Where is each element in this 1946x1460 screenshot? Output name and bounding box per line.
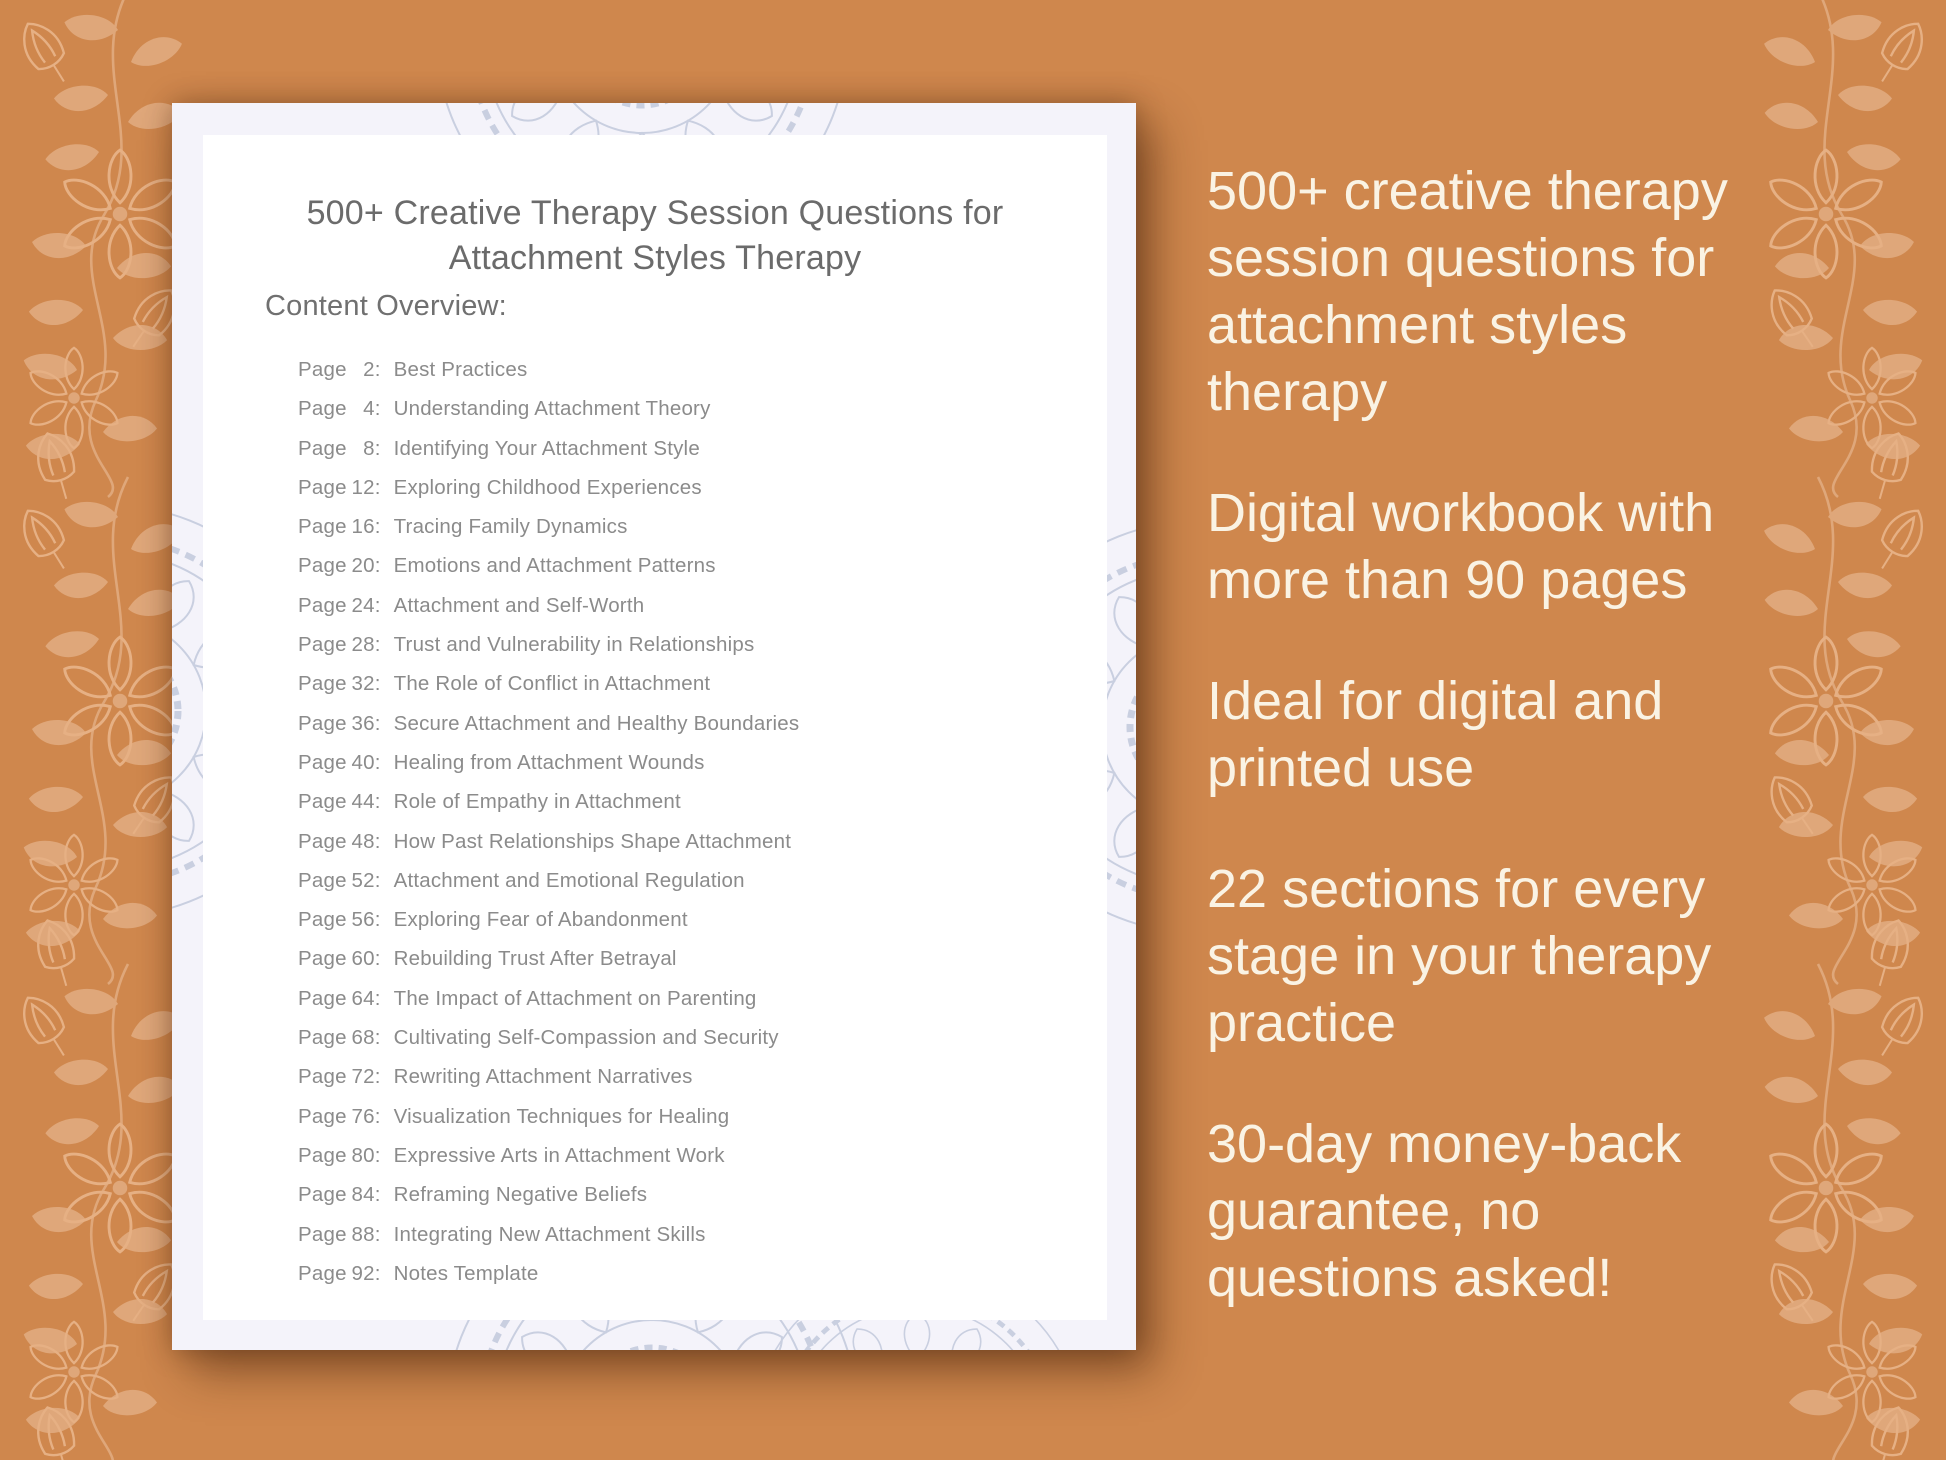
toc-page-number: 76 [351, 1104, 375, 1128]
document-title-line: 500+ Creative Therapy Session Questions for [306, 194, 1004, 232]
toc-entry [298, 1097, 1077, 1136]
toc-colon: : [374, 908, 381, 932]
toc-entry [298, 1254, 1077, 1293]
toc-section-title: Emotions and Attachment Patterns [393, 554, 716, 578]
toc-page-number: 60 [351, 947, 375, 971]
toc-section-title: Tracing Family Dynamics [393, 515, 628, 539]
toc-page-word: Page [298, 1104, 347, 1128]
toc-page-number: 36 [351, 711, 375, 735]
toc-entry [298, 1057, 1077, 1096]
toc-colon: : [374, 475, 381, 499]
toc-page-word: Page [298, 358, 347, 381]
toc-colon: : [374, 593, 381, 617]
toc-colon: : [374, 554, 381, 578]
toc-page-word: Page [298, 711, 347, 735]
toc-colon: : [374, 633, 381, 657]
document-title-line: Attachment Styles Therapy [448, 239, 862, 277]
toc-page-word: Page [298, 554, 347, 578]
toc-entry [298, 429, 1077, 468]
toc-colon: : [374, 436, 381, 460]
toc-colon: : [374, 358, 381, 381]
benefit-text: Ideal for digital and printed use [1207, 671, 1664, 798]
toc-entry [298, 743, 1077, 782]
toc-colon: : [374, 986, 381, 1010]
toc-section-title: Healing from Attachment Wounds [393, 750, 705, 774]
toc-section-title: Secure Attachment and Healthy Boundaries [393, 711, 800, 735]
toc-section-title: Understanding Attachment Theory [393, 397, 711, 421]
toc-page-word: Page [298, 672, 347, 696]
toc-colon: : [374, 947, 381, 971]
toc-entry [298, 389, 1077, 428]
toc-entry [298, 1136, 1077, 1175]
toc-page-number: 16 [351, 515, 375, 539]
toc-entry [298, 1175, 1077, 1214]
toc-section-title: Trust and Vulnerability in Relationships [393, 633, 755, 657]
toc-entry [298, 900, 1077, 939]
toc-page-word: Page [298, 750, 347, 774]
toc-page-number: 80 [351, 1143, 375, 1167]
toc-page-number: 24 [351, 593, 375, 617]
table-of-contents [298, 350, 1077, 1293]
toc-section-title: Visualization Techniques for Healing [393, 1104, 730, 1128]
toc-page-number: 52 [351, 868, 375, 892]
toc-colon: : [374, 1104, 381, 1128]
benefit-text: Digital workbook with more than 90 pages [1207, 483, 1715, 610]
toc-page-number: 84 [351, 1183, 375, 1207]
toc-page-number: 44 [351, 790, 375, 814]
toc-section-title: Role of Empathy in Attachment [393, 790, 681, 814]
toc-page-number: 56 [351, 908, 375, 932]
toc-page-word: Page [298, 1026, 347, 1050]
workbook-cover-card [172, 103, 1136, 1350]
toc-colon: : [374, 1183, 381, 1207]
toc-entry [298, 1018, 1077, 1057]
toc-page-number: 40 [351, 750, 375, 774]
toc-page-word: Page [298, 1065, 347, 1089]
toc-page-word: Page [298, 475, 347, 499]
toc-page-number: 28 [351, 633, 375, 657]
toc-page-word: Page [298, 515, 347, 539]
toc-page-word: Page [298, 397, 347, 421]
toc-page-number: 72 [351, 1065, 375, 1089]
benefit-text: 30-day money-back guarantee, no questions asked! [1207, 1114, 1682, 1308]
toc-page-word: Page [298, 1261, 347, 1285]
toc-page-word: Page [298, 436, 347, 460]
toc-colon: : [374, 711, 381, 735]
toc-colon: : [374, 1026, 381, 1050]
toc-entry [298, 861, 1077, 900]
toc-section-title: Rewriting Attachment Narratives [393, 1065, 693, 1089]
toc-page-number: 20 [351, 554, 375, 578]
toc-colon: : [374, 790, 381, 814]
toc-section-title: Integrating New Attachment Skills [393, 1222, 706, 1246]
toc-section-title: Attachment and Self-Worth [393, 593, 645, 617]
benefit-text: 22 sections for every stage in your therapy practice [1207, 859, 1712, 1053]
toc-section-title: Attachment and Emotional Regulation [393, 868, 745, 892]
toc-section-title: How Past Relationships Shape Attachment [393, 829, 792, 853]
toc-page-number: 8 [363, 436, 375, 460]
toc-entry [298, 507, 1077, 546]
toc-section-title: The Impact of Attachment on Parenting [393, 986, 757, 1010]
benefit-list [1207, 158, 1763, 1366]
toc-entry [298, 782, 1077, 821]
toc-page-word: Page [298, 947, 347, 971]
toc-page-number: 48 [351, 829, 375, 853]
toc-section-title: Expressive Arts in Attachment Work [393, 1143, 725, 1167]
toc-page-number: 92 [351, 1261, 375, 1285]
toc-page-number: 88 [351, 1222, 375, 1246]
toc-page-number: 64 [351, 986, 375, 1010]
toc-entry [298, 822, 1077, 861]
toc-page-number: 4 [363, 397, 375, 421]
document-page [203, 135, 1107, 1320]
toc-entry [298, 704, 1077, 743]
toc-page-word: Page [298, 593, 347, 617]
toc-colon: : [374, 829, 381, 853]
toc-section-title: Best Practices [393, 358, 528, 381]
toc-entry [298, 625, 1077, 664]
toc-entry [298, 939, 1077, 978]
toc-section-title: Notes Template [393, 1261, 539, 1285]
toc-entry [298, 664, 1077, 703]
toc-colon: : [374, 672, 381, 696]
toc-page-number: 68 [351, 1026, 375, 1050]
toc-colon: : [374, 1222, 381, 1246]
toc-section-title: Cultivating Self-Compassion and Security [393, 1026, 779, 1050]
toc-entry [298, 586, 1077, 625]
toc-page-word: Page [298, 1183, 347, 1207]
toc-entry [298, 1215, 1077, 1254]
toc-entry [298, 350, 1077, 389]
toc-page-number: 32 [351, 672, 375, 696]
toc-section-title: Exploring Fear of Abandonment [393, 908, 688, 932]
toc-colon: : [374, 868, 381, 892]
toc-section-title: Exploring Childhood Experiences [393, 475, 702, 499]
toc-page-word: Page [298, 908, 347, 932]
toc-page-word: Page [298, 790, 347, 814]
toc-colon: : [374, 1261, 381, 1285]
toc-page-word: Page [298, 829, 347, 853]
floral-vine-left-decoration [0, 0, 190, 1460]
toc-entry [298, 468, 1077, 507]
toc-colon: : [374, 1065, 381, 1089]
benefit-text: 500+ creative therapy session questions for attachment styles therapy [1207, 161, 1728, 422]
toc-page-word: Page [298, 1222, 347, 1246]
toc-section-title: Identifying Your Attachment Style [393, 436, 700, 460]
toc-page-word: Page [298, 986, 347, 1010]
toc-section-title: The Role of Conflict in Attachment [393, 672, 711, 696]
toc-page-word: Page [298, 1143, 347, 1167]
toc-entry [298, 546, 1077, 585]
toc-page-number: 2 [363, 358, 375, 381]
content-overview-label: Content Overview: [265, 290, 507, 322]
toc-entry [298, 979, 1077, 1018]
toc-colon: : [374, 750, 381, 774]
floral-vine-right-decoration [1756, 0, 1946, 1460]
toc-page-word: Page [298, 633, 347, 657]
toc-colon: : [374, 1143, 381, 1167]
toc-page-number: 12 [351, 475, 375, 499]
document-title [203, 191, 1107, 281]
toc-colon: : [374, 397, 381, 421]
toc-colon: : [374, 515, 381, 539]
toc-page-word: Page [298, 868, 347, 892]
toc-section-title: Reframing Negative Beliefs [393, 1183, 648, 1207]
toc-section-title: Rebuilding Trust After Betrayal [393, 947, 677, 971]
